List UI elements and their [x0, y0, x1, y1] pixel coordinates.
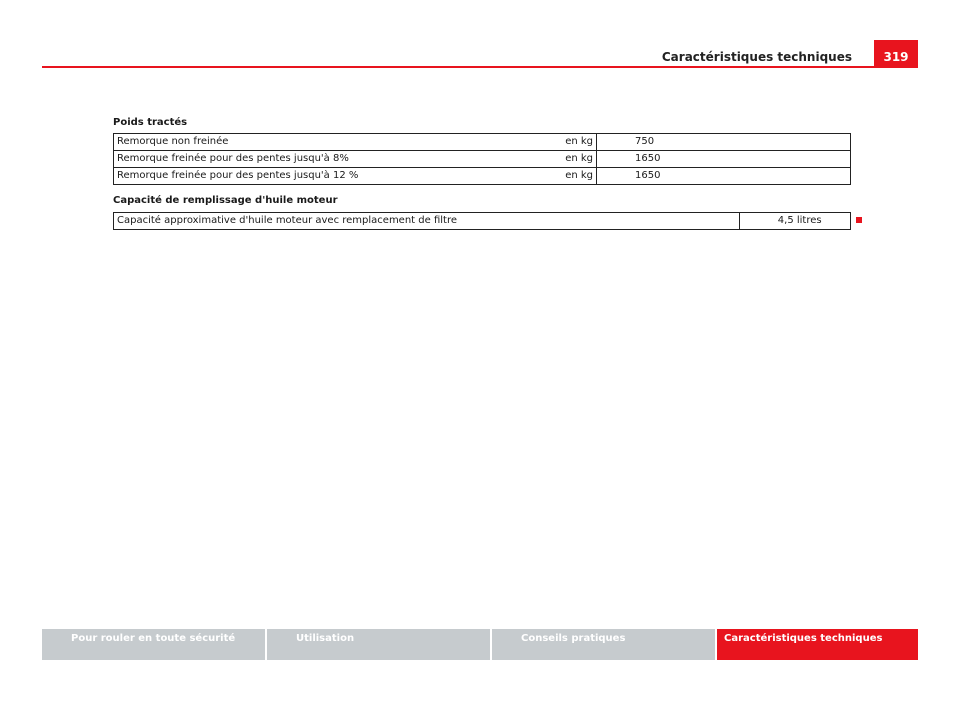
row-value: 750: [597, 134, 851, 151]
row-label: Remorque freinée pour des pentes jusqu'à 8%: [114, 151, 471, 168]
table-row: [114, 151, 851, 168]
table-row: [114, 168, 851, 185]
footer-tab-tips[interactable]: Conseils pratiques: [492, 629, 715, 660]
row-unit: en kg: [470, 134, 597, 151]
row-label: Remorque non freinée: [114, 134, 471, 151]
header-divider: [42, 66, 918, 68]
oil-table: [113, 212, 851, 230]
row-unit: en kg: [470, 151, 597, 168]
table-row: [114, 134, 851, 151]
footer-tab-technical[interactable]: Caractéristiques techniques: [717, 629, 918, 660]
footer-tab-usage[interactable]: Utilisation: [267, 629, 490, 660]
row-unit: en kg: [470, 168, 597, 185]
row-value: 1650: [597, 151, 851, 168]
section-title-towing: Poids tractés: [113, 117, 188, 128]
row-label: Capacité approximative d'huile moteur avec remplacement de filtre: [114, 213, 740, 230]
end-mark-icon: [856, 217, 862, 223]
row-label: Remorque freinée pour des pentes jusqu'à 12 %: [114, 168, 471, 185]
footer-tab-safety[interactable]: Pour rouler en toute sécurité: [42, 629, 265, 660]
row-value: 1650: [597, 168, 851, 185]
towing-table: [113, 133, 851, 185]
section-title-oil: Capacité de remplissage d'huile moteur: [113, 195, 338, 206]
page-number: 319: [874, 40, 918, 66]
footer-nav: [42, 629, 918, 660]
header-title: Caractéristiques techniques: [661, 50, 852, 64]
table-row: [114, 213, 851, 230]
row-value: 4,5 litres: [739, 213, 850, 230]
